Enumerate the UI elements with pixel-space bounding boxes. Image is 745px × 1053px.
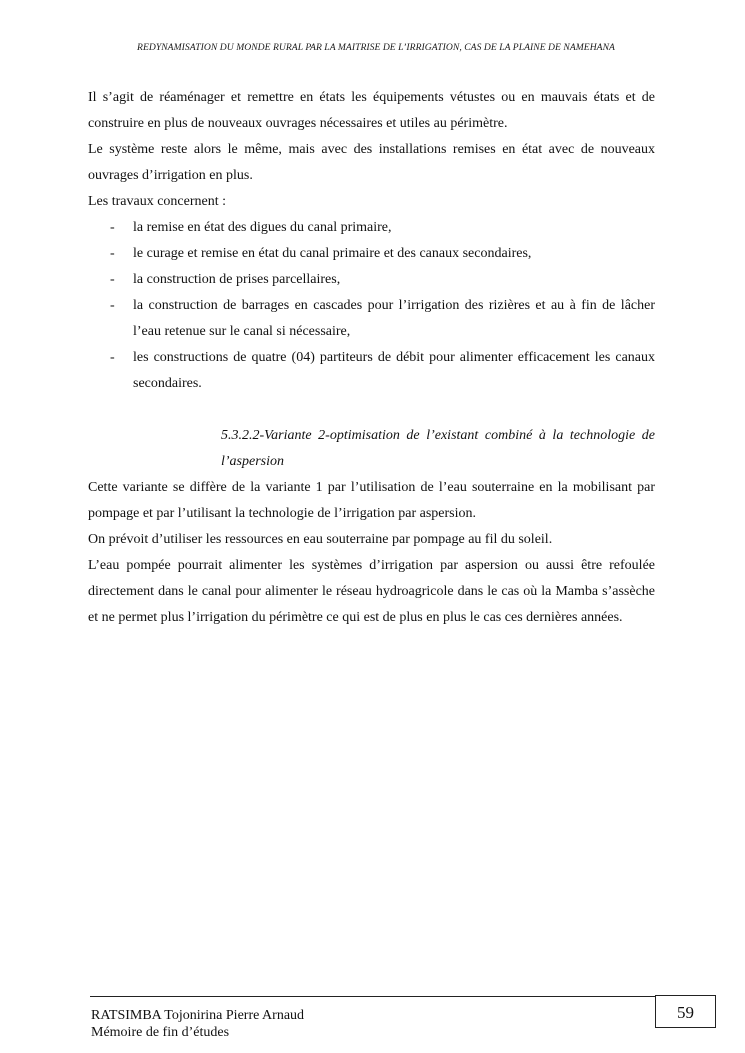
footer-divider	[90, 996, 656, 997]
list-item-text: la construction de barrages en cascades pour l’irrigation des rizières et au à fin de lâcher l’eau retenue sur le canal si nécessaire,	[133, 298, 655, 339]
list-item-text: les constructions de quatre (04) partiteurs de débit pour alimenter efficacement les canaux secondaires.	[133, 350, 655, 391]
list-item	[88, 267, 655, 293]
list-item	[88, 215, 655, 241]
list-item-text: la remise en état des digues du canal primaire,	[133, 220, 392, 235]
section-heading: 5.3.2.2-Variante 2-optimisation de l’existant combiné à la technologie de l’aspersion	[221, 428, 655, 469]
list-item	[88, 345, 655, 397]
list-item	[88, 293, 655, 345]
list-dash: -	[110, 272, 115, 287]
works-list	[88, 215, 655, 397]
list-dash: -	[110, 246, 115, 261]
paragraph: L’eau pompée pourrait alimenter les systèmes d’irrigation par aspersion ou aussi être refoulée directement dans le canal pour alimenter le réseau hydroagricole dans le cas où la Mamba s’assèche et ne permet plus l’irrigation du périmètre ce qui est de plus en plus le cas ces dernières années.	[88, 558, 655, 625]
footer-doc-type: Mémoire de fin d’études	[91, 1025, 230, 1040]
paragraph: Le système reste alors le même, mais avec des installations remises en état avec de nouveaux ouvrages d’irrigation en plus.	[88, 142, 655, 183]
paragraph: Les travaux concernent :	[88, 194, 226, 209]
list-dash: -	[110, 220, 115, 235]
paragraph: Il s’agit de réaménager et remettre en états les équipements vétustes ou en mauvais états et de construire en plus de nouveaux ouvrages nécessaires et utiles au périmètre.	[88, 90, 655, 131]
list-item-text: la construction de prises parcellaires,	[133, 272, 341, 287]
paragraph: Cette variante se diffère de la variante 1 par l’utilisation de l’eau souterraine en la mobilisant par pompage et par l’utilisant la technologie de l’irrigation par aspersion.	[88, 480, 655, 521]
list-dash: -	[110, 350, 115, 365]
page-number: 59	[655, 995, 716, 1028]
blank-line	[88, 397, 655, 423]
running-header: REDYNAMISATION DU MONDE RURAL PAR LA MAITRISE DE L’IRRIGATION, CAS DE LA PLAINE DE NAMEHANA	[137, 42, 615, 53]
footer-author-block	[91, 1007, 304, 1041]
page-body	[88, 85, 655, 631]
list-item-text: le curage et remise en état du canal primaire et des canaux secondaires,	[133, 246, 532, 261]
list-dash: -	[110, 298, 115, 313]
footer-author: RATSIMBA Tojonirina Pierre Arnaud	[91, 1008, 305, 1023]
list-item	[88, 241, 655, 267]
paragraph: On prévoit d’utiliser les ressources en eau souterraine par pompage au fil du soleil.	[88, 532, 553, 547]
